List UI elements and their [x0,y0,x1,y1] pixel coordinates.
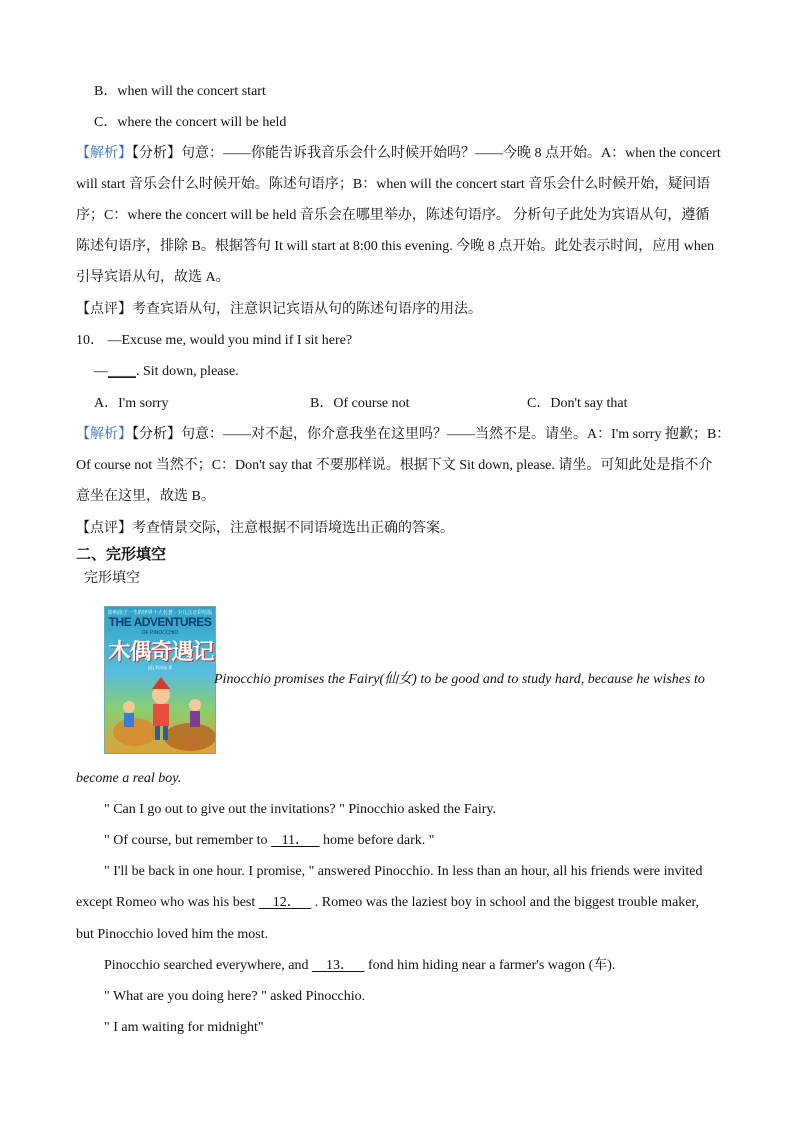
q9-comment: 【点评】考查宾语从句，注意识记宾语从句的陈述句语序的用法。 [76,302,482,317]
q9-analysis-line-1: 【解析】【分析】句意：——你能告诉我音乐会什么时候开始吗？——今晚 8 点开始。A：when the concert [76,146,721,161]
blank-13: 13． [311,958,365,973]
passage-line-blank-12: except Romeo who was his best 12． . Romeo was the laziest boy in school and the biggest trouble maker, [76,893,699,913]
q10-option-b: B．Of course not [310,396,410,411]
passage-line: " What are you doing here? " asked Pinocchio. [104,989,366,1004]
q10-option-c: C．Don't say that [527,396,628,411]
passage-line-blank-11: " Of course, but remember to 11． home before dark. " [104,831,435,851]
analysis-tag: 【解析】 [76,146,132,161]
q9-analysis-line-3: 序；C：where the concert will be held 音乐会在哪里举办，陈述句语序。 分析句子此处为宾语从句，遵循 [76,208,710,223]
section-title: 二、完形填空 [76,546,167,563]
book-cover-illustration [105,607,215,753]
passage-intro-line-2: become a real boy. [76,771,182,786]
passage-line: " Can I go out to give out the invitations? " Pinocchio asked the Fairy. [104,802,496,817]
passage-line-blank-13: Pinocchio searched everywhere, and 13． fond him hiding near a farmer's wagon (车). [104,956,615,976]
section-subtitle: 完形填空 [84,571,140,586]
passage-line: but Pinocchio loved him the most. [76,927,269,942]
q10-comment: 【点评】考查情景交际，注意根据不同语境选出正确的答案。 [76,521,454,536]
passage-intro-line-1: Pinocchio promises the Fairy(仙女) to be good and to study hard, because he wishes to [214,672,705,687]
q10-analysis-line-1: 【解析】【分析】句意：——对不起，你介意我坐在这里吗？——当然不是。请坐。A：I'm sorry 抱歉；B： [76,427,731,442]
q9-analysis-line-4: 陈述句语序，排除 B。根据答句 It will start at 8:00 this evening. 今晚 8 点开始。此处表示时间，应用 when [76,239,715,254]
blank-11: 11． [271,833,320,848]
q10-analysis-line-3: 意坐在这里，故选 B。 [76,489,215,504]
book-cover-top-text: 影响孩子一生的世界十大名著 · 少儿注音彩绘版 [107,610,213,616]
q9-analysis-line-5: 引导宾语从句，故选 A。 [76,270,230,285]
book-cover-title-en: THE ADVENTURES [108,615,212,629]
q10-reply: —____. Sit down, please. [94,362,239,382]
book-cover-author: [意] 科洛迪 著 [147,665,173,670]
passage-line: " I am waiting for midnight" [104,1020,264,1035]
analysis-tag: 【解析】 [76,427,132,442]
q10-option-a: A．I'm sorry [94,396,169,411]
q9-option-b: B．when will the concert start [94,84,266,99]
q10-analysis-line-2: Of course not 当然不；C：Don't say that 不要那样说。根据下文 Sit down, please. 请坐。可知此处是指不介 [76,458,713,473]
book-cover-image [104,606,216,754]
passage-line: " I'll be back in one hour. I promise, " answered Pinocchio. In less than an hour, all his friends were invited [104,864,703,879]
blank-12: 12． [258,895,312,910]
q10-blank: ____ [108,364,136,379]
book-cover-title-cn: 木偶奇遇记 [108,640,214,665]
q9-option-c: C．where the concert will be held [94,115,287,130]
q9-analysis-line-2: will start 音乐会什么时候开始。陈述句语序；B：when will the concert start 音乐会什么时候开始，疑问语 [76,177,711,192]
q10-stem: 10． —Excuse me, would you mind if I sit here? [76,333,353,348]
book-cover-subtitle-en: OF PINOCCHIO [141,630,179,636]
